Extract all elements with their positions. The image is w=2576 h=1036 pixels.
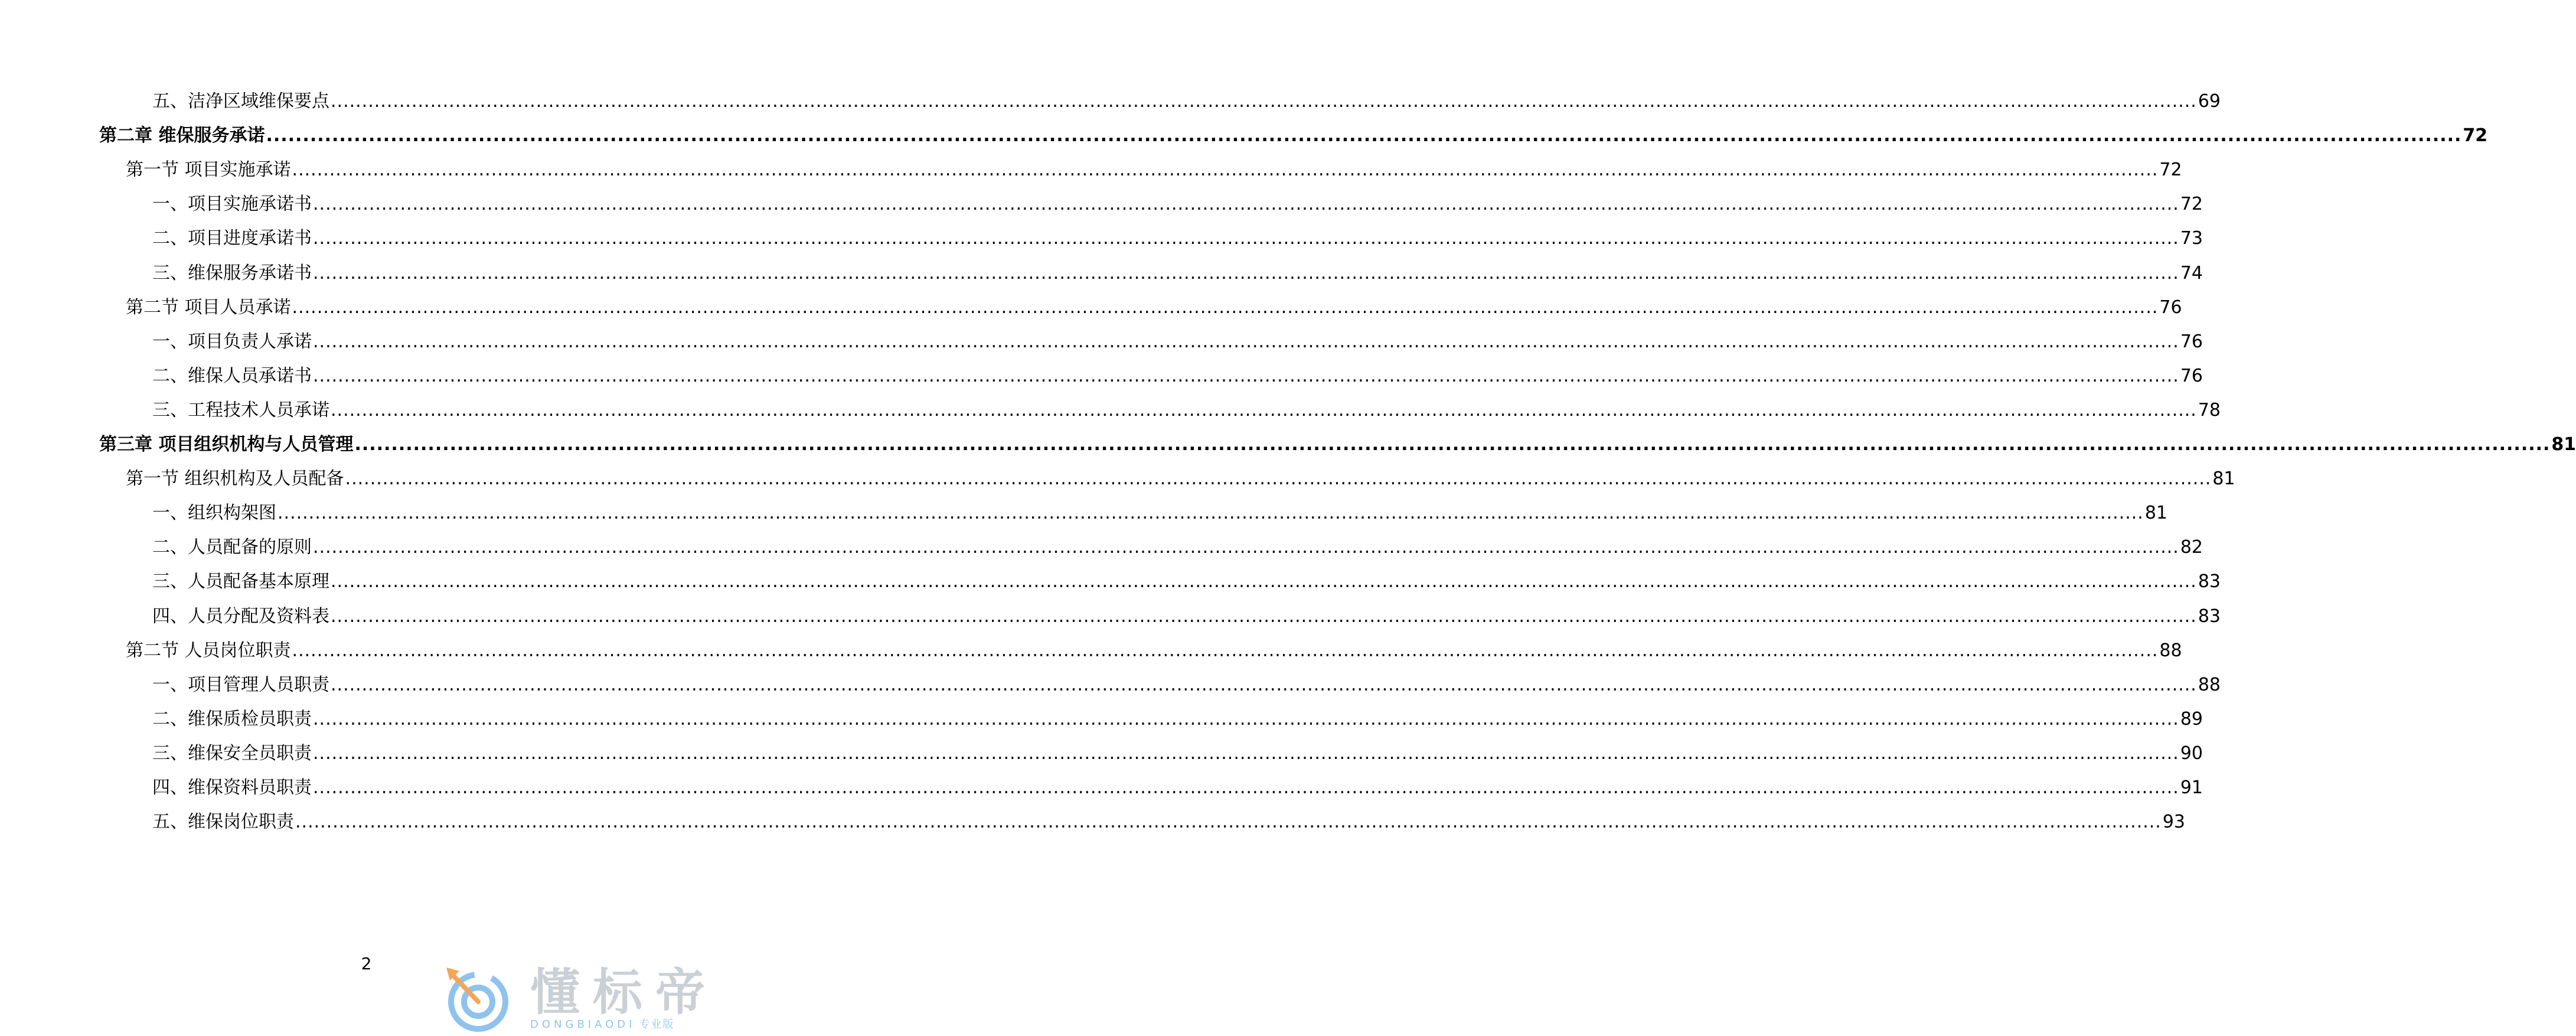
toc-dot-leader: ............................................................................................................................................................................................................................................................................................................ (277, 503, 2144, 524)
toc-dot-leader: ............................................................................................................................................................................................................................................................................................................ (331, 571, 2197, 592)
toc-entry-label: 第一节 组织机构及人员配备 (126, 468, 344, 490)
toc-dot-leader: ............................................................................................................................................................................................................................................................................................................ (266, 125, 2462, 146)
toc-entry-label: 第三章 项目组织机构与人员管理 (99, 434, 354, 455)
toc-entry-page: 76 (2180, 365, 2203, 386)
toc-entry[interactable] (152, 533, 2203, 562)
toc-entry[interactable] (152, 259, 2203, 288)
toc-entry-label: 第二章 维保服务承诺 (99, 125, 265, 146)
toc-entry-label: 二、人员配备的原则 (152, 537, 312, 558)
toc-entry[interactable] (152, 396, 2221, 425)
watermark-romanization: DONGBIAODI (530, 1018, 636, 1031)
toc-entry[interactable] (152, 87, 2221, 116)
toc-entry-label: 第二节 人员岗位职责 (126, 640, 291, 661)
toc-entry-page: 81 (2212, 468, 2235, 490)
toc-entry-page: 78 (2198, 399, 2221, 421)
toc-entry-page: 74 (2180, 262, 2203, 284)
toc-entry-page: 76 (2180, 331, 2203, 352)
toc-entry-page: 83 (2198, 605, 2221, 627)
toc-entry-label: 第二节 项目人员承诺 (126, 297, 291, 318)
toc-entry-page: 91 (2180, 777, 2203, 798)
toc-entry-label: 三、人员配备基本原理 (152, 571, 329, 592)
watermark-edition: 专业版 (639, 1018, 675, 1031)
toc-dot-leader: ............................................................................................................................................................................................................................................................................................................ (313, 228, 2179, 249)
toc-dot-leader: ............................................................................................................................................................................................................................................................................................................ (354, 434, 2551, 455)
toc-entry-label: 三、维保服务承诺书 (152, 262, 312, 284)
watermark-subtitle (530, 1018, 674, 1031)
toc-entry[interactable] (152, 568, 2221, 596)
toc-entry-page: 89 (2180, 708, 2203, 729)
toc-entry[interactable] (152, 362, 2203, 390)
toc-entry-label: 一、项目管理人员职责 (152, 674, 329, 695)
toc-entry[interactable] (99, 431, 2576, 459)
toc-dot-leader: ............................................................................................................................................................................................................................................................................................................ (313, 194, 2179, 215)
toc-entry[interactable] (152, 224, 2203, 253)
toc-entry-label: 第一节 项目实施承诺 (126, 159, 291, 181)
page-number: 2 (361, 954, 372, 973)
toc-entry-label: 三、工程技术人员承诺 (152, 399, 329, 421)
toc-dot-leader: ............................................................................................................................................................................................................................................................................................................ (331, 91, 2197, 112)
toc-dot-leader: ............................................................................................................................................................................................................................................................................................................ (331, 674, 2197, 695)
toc-dot-leader: ............................................................................................................................................................................................................................................................................................................ (345, 468, 2212, 490)
toc-dot-leader: ............................................................................................................................................................................................................................................................................................................ (331, 605, 2197, 627)
toc-entry[interactable] (152, 808, 2186, 836)
toc-entry[interactable] (152, 190, 2203, 219)
toc-entry-page: 82 (2180, 537, 2203, 558)
toc-entry-page: 81 (2551, 434, 2576, 455)
toc-entry[interactable] (126, 294, 2182, 322)
toc-entry[interactable] (152, 774, 2203, 802)
toc-entry[interactable] (152, 739, 2203, 768)
toc-entry[interactable] (99, 122, 2488, 150)
toc-dot-leader: ............................................................................................................................................................................................................................................................................................................ (313, 365, 2179, 386)
target-arrow-icon (442, 963, 524, 1034)
toc-entry[interactable] (126, 156, 2182, 184)
toc-dot-leader: ............................................................................................................................................................................................................................................................................................................ (313, 537, 2179, 558)
toc-dot-leader: ............................................................................................................................................................................................................................................................................................................ (292, 640, 2159, 661)
toc-entry-label: 一、项目实施承诺书 (152, 194, 312, 215)
toc-entry-label: 四、人员分配及资料表 (152, 605, 329, 627)
watermark-brand: 懂标帝 (530, 963, 719, 1021)
toc-entry-page: 83 (2198, 571, 2221, 592)
toc-entry[interactable] (152, 602, 2221, 631)
toc-entry-label: 四、维保资料员职责 (152, 777, 312, 798)
toc-entry-label: 一、组织构架图 (152, 503, 276, 524)
toc-entry-page: 81 (2144, 503, 2168, 524)
toc-entry[interactable] (152, 705, 2203, 734)
toc-entry-page: 72 (2159, 159, 2182, 181)
toc-entry-label: 三、维保安全员职责 (152, 742, 312, 764)
toc-entry-label: 五、维保岗位职责 (152, 812, 294, 833)
toc-entry-page: 72 (2180, 194, 2203, 215)
toc-entry-label: 五、洁净区域维保要点 (152, 91, 329, 112)
toc-dot-leader: ............................................................................................................................................................................................................................................................................................................ (313, 262, 2179, 284)
toc-dot-leader: ............................................................................................................................................................................................................................................................................................................ (313, 331, 2179, 352)
toc-dot-leader: ............................................................................................................................................................................................................................................................................................................ (313, 777, 2179, 798)
toc-entry-label: 二、维保人员承诺书 (152, 365, 312, 386)
toc-dot-leader: ............................................................................................................................................................................................................................................................................................................ (292, 159, 2159, 181)
toc-dot-leader: ............................................................................................................................................................................................................................................................................................................ (313, 708, 2179, 729)
toc-entry[interactable] (152, 671, 2221, 699)
toc-dot-leader: ............................................................................................................................................................................................................................................................................................................ (295, 812, 2162, 833)
toc-entry[interactable] (152, 499, 2168, 527)
toc-entry[interactable] (126, 637, 2182, 665)
toc-entry-page: 73 (2180, 228, 2203, 249)
watermark-logo (442, 963, 725, 1034)
toc-dot-leader: ............................................................................................................................................................................................................................................................................................................ (292, 297, 2159, 318)
toc-entry-label: 二、维保质检员职责 (152, 708, 312, 729)
toc-entry-page: 90 (2180, 742, 2203, 764)
toc-dot-leader: ............................................................................................................................................................................................................................................................................................................ (313, 742, 2179, 764)
toc-entry-page: 93 (2162, 812, 2186, 833)
toc-entry-page: 69 (2198, 91, 2221, 112)
toc-entry-page: 88 (2159, 640, 2182, 661)
toc-entry-label: 一、项目负责人承诺 (152, 331, 312, 352)
toc-entry[interactable] (152, 328, 2203, 356)
toc-entry-page: 72 (2463, 125, 2488, 146)
toc-entry-page: 76 (2159, 297, 2182, 318)
toc-entry[interactable] (126, 465, 2235, 493)
toc-entry-label: 二、项目进度承诺书 (152, 228, 312, 249)
toc-entry-page: 88 (2198, 674, 2221, 695)
toc-dot-leader: ............................................................................................................................................................................................................................................................................................................ (331, 399, 2197, 421)
